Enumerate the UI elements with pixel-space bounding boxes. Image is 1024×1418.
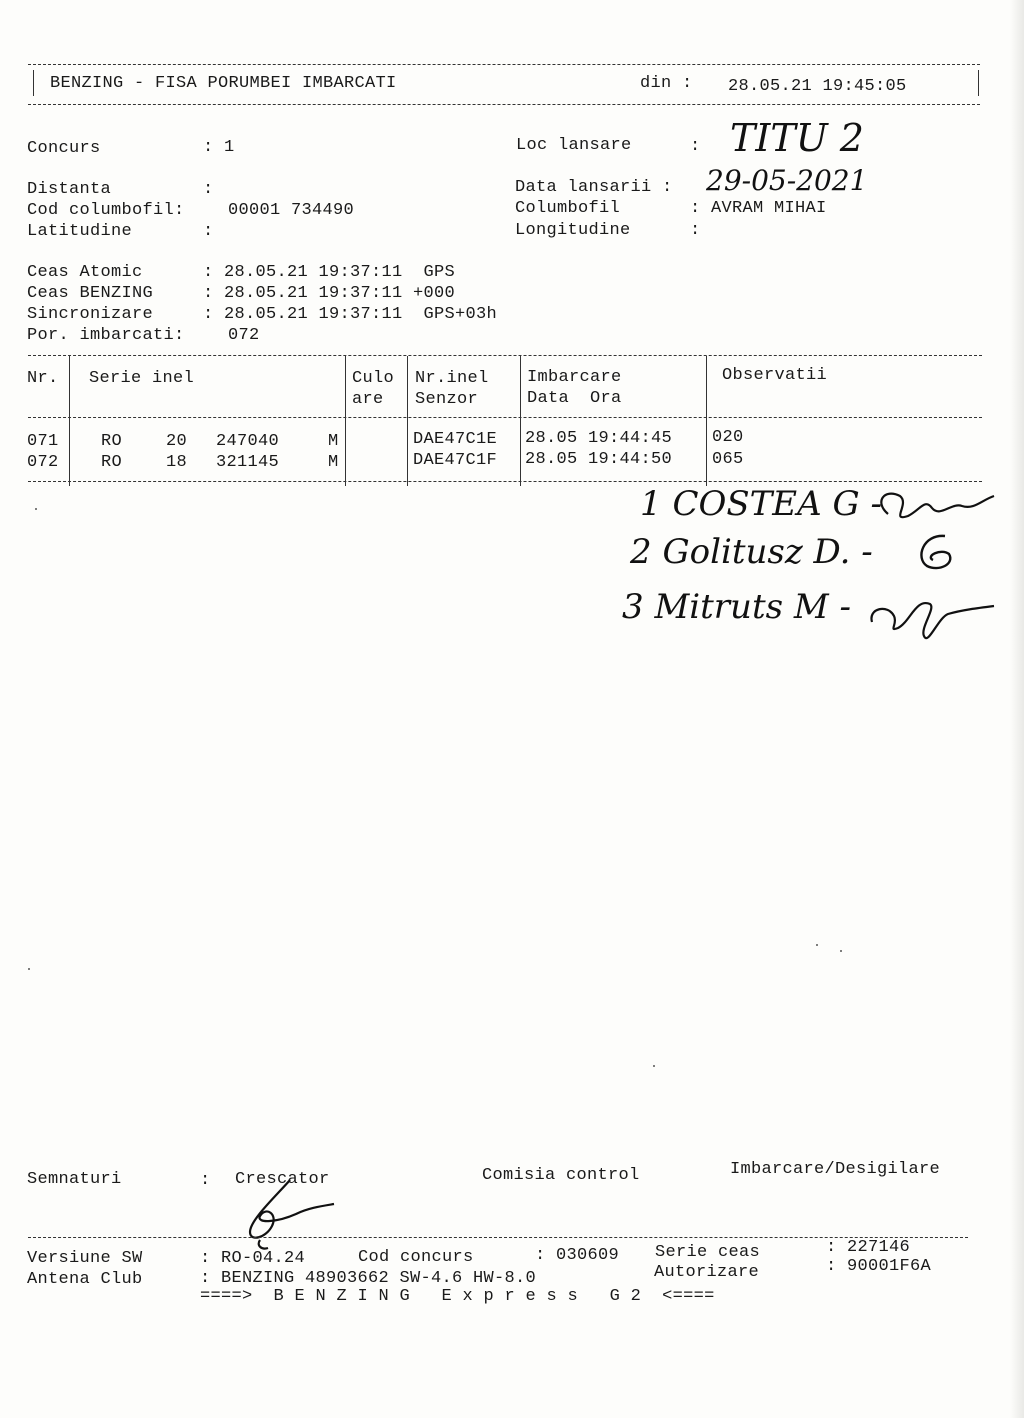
signature-2 bbox=[905, 530, 975, 578]
concurs-value: : 1 bbox=[203, 138, 235, 157]
loc-lansare-label: Loc lansare bbox=[516, 136, 632, 155]
table-col-sep-2 bbox=[345, 356, 346, 486]
page-edge bbox=[1010, 0, 1024, 1418]
crescator-signature bbox=[236, 1176, 340, 1252]
sincronizare-label: Sincronizare bbox=[27, 305, 154, 324]
stray-mark bbox=[28, 968, 30, 970]
autorizare-value: : 90001F6A bbox=[826, 1257, 932, 1276]
row-1-serie: 247040 bbox=[216, 432, 280, 451]
row-1-nr: 071 bbox=[27, 432, 59, 451]
row-2-obs: 065 bbox=[712, 450, 744, 469]
table-col-sep-3 bbox=[407, 356, 408, 486]
latitudine-label: Latitudine bbox=[27, 222, 133, 241]
semnaturi-colon: : bbox=[200, 1171, 211, 1190]
th-imbarcare-2: Data Ora bbox=[527, 389, 622, 408]
cod-concurs-label: Cod concurs bbox=[358, 1248, 474, 1267]
signature-3 bbox=[858, 588, 998, 650]
stray-mark bbox=[653, 1065, 655, 1067]
stray-mark bbox=[35, 508, 37, 510]
serie-ceas-value: : 227146 bbox=[826, 1238, 911, 1257]
por-imbarcati-label: Por. imbarcati: bbox=[27, 326, 185, 345]
columbofil-value: : AVRAM MIHAI bbox=[690, 199, 827, 218]
row-1-data-ora: 28.05 19:44:45 bbox=[525, 429, 673, 448]
row-1-senzor: DAE47C1E bbox=[413, 430, 498, 449]
row-2-tara: RO bbox=[101, 453, 123, 472]
row-1-tara: RO bbox=[101, 432, 123, 451]
header-din-label: din : bbox=[640, 74, 693, 93]
loc-lansare-value: TITU 2 bbox=[730, 116, 864, 160]
row-2-nr: 072 bbox=[27, 453, 59, 472]
header-top-border bbox=[28, 64, 980, 65]
table-top-border bbox=[28, 355, 982, 356]
row-2-senzor: DAE47C1F bbox=[413, 451, 498, 470]
longitudine-value: : bbox=[690, 221, 701, 240]
imbarcare-desigilare-label: Imbarcare/Desigilare bbox=[730, 1160, 941, 1179]
comisia-label: Comisia control bbox=[482, 1166, 640, 1185]
distanta-value: : bbox=[203, 180, 214, 199]
cod-columbofil-value: 00001 734490 bbox=[228, 201, 355, 220]
handwritten-line-2: 2 Golitusz D. - bbox=[630, 532, 873, 572]
cod-columbofil-label: Cod columbofil: bbox=[27, 201, 185, 220]
por-imbarcati-value: 072 bbox=[228, 326, 260, 345]
th-culoare-1: Culo bbox=[352, 369, 395, 388]
table-col-sep-1 bbox=[69, 356, 70, 486]
th-nr: Nr. bbox=[27, 369, 59, 388]
signature-1 bbox=[870, 484, 1000, 534]
th-nrinel-1: Nr.inel bbox=[415, 369, 489, 388]
versiune-sw-value: : RO-04.24 bbox=[200, 1249, 306, 1268]
columbofil-label: Columbofil bbox=[515, 199, 621, 218]
header-left-border bbox=[33, 70, 34, 96]
header-title: BENZING - FISA PORUMBEI IMBARCATI bbox=[50, 74, 397, 93]
sincronizare-value: : 28.05.21 19:37:11 GPS+03h bbox=[203, 305, 498, 324]
antena-club-label: Antena Club bbox=[27, 1270, 143, 1289]
ceas-atomic-value: : 28.05.21 19:37:11 GPS bbox=[203, 263, 456, 282]
table-header-border bbox=[28, 417, 982, 418]
row-1-an: 20 bbox=[166, 432, 188, 451]
header-right-border bbox=[978, 70, 979, 96]
th-nrinel-2: Senzor bbox=[415, 390, 479, 409]
ceas-atomic-label: Ceas Atomic bbox=[27, 263, 143, 282]
loc-lansare-colon: : bbox=[690, 137, 701, 156]
table-col-sep-5 bbox=[706, 356, 707, 486]
semnaturi-label: Semnaturi bbox=[27, 1170, 122, 1189]
header-bottom-border bbox=[28, 104, 980, 105]
th-serie: Serie inel bbox=[89, 369, 195, 388]
stray-mark bbox=[840, 950, 842, 952]
ceas-benzing-label: Ceas BENZING bbox=[27, 284, 154, 303]
data-lansarii-value: 29-05-2021 bbox=[706, 164, 868, 197]
table-bottom-border bbox=[28, 481, 982, 482]
row-1-sex: M bbox=[328, 432, 339, 451]
row-2-sex: M bbox=[328, 453, 339, 472]
antena-club-value: : BENZING 48903662 SW-4.6 HW-8.0 bbox=[200, 1269, 537, 1288]
th-imbarcare-1: Imbarcare bbox=[527, 368, 622, 387]
header-din-value: 28.05.21 19:45:05 bbox=[728, 77, 907, 96]
row-2-serie: 321145 bbox=[216, 453, 280, 472]
row-2-data-ora: 28.05 19:44:50 bbox=[525, 450, 673, 469]
data-lansarii-label: Data lansarii : bbox=[515, 178, 673, 197]
cod-concurs-value: : 030609 bbox=[535, 1246, 620, 1265]
serie-ceas-label: Serie ceas bbox=[655, 1243, 761, 1262]
autorizare-label: Autorizare bbox=[654, 1263, 760, 1282]
th-culoare-2: are bbox=[352, 390, 384, 409]
handwritten-line-3: 3 Mitruts M - bbox=[622, 587, 851, 627]
concurs-label: Concurs bbox=[27, 139, 101, 158]
row-2-an: 18 bbox=[166, 453, 188, 472]
distanta-label: Distanta bbox=[27, 180, 112, 199]
crescator-label: Crescator bbox=[235, 1170, 330, 1189]
row-1-obs: 020 bbox=[712, 428, 744, 447]
benzing-express-banner: ====> B E N Z I N G E x p r e s s G 2 <==== bbox=[200, 1287, 715, 1306]
latitudine-value: : bbox=[203, 222, 214, 241]
th-observatii: Observatii bbox=[722, 366, 828, 385]
ceas-benzing-value: : 28.05.21 19:37:11 +000 bbox=[203, 284, 456, 303]
handwritten-line-1: 1 COSTEA G - bbox=[640, 484, 882, 524]
versiune-sw-label: Versiune SW bbox=[27, 1249, 143, 1268]
table-col-sep-4 bbox=[520, 356, 521, 486]
stray-mark bbox=[816, 944, 818, 946]
longitudine-label: Longitudine bbox=[515, 221, 631, 240]
